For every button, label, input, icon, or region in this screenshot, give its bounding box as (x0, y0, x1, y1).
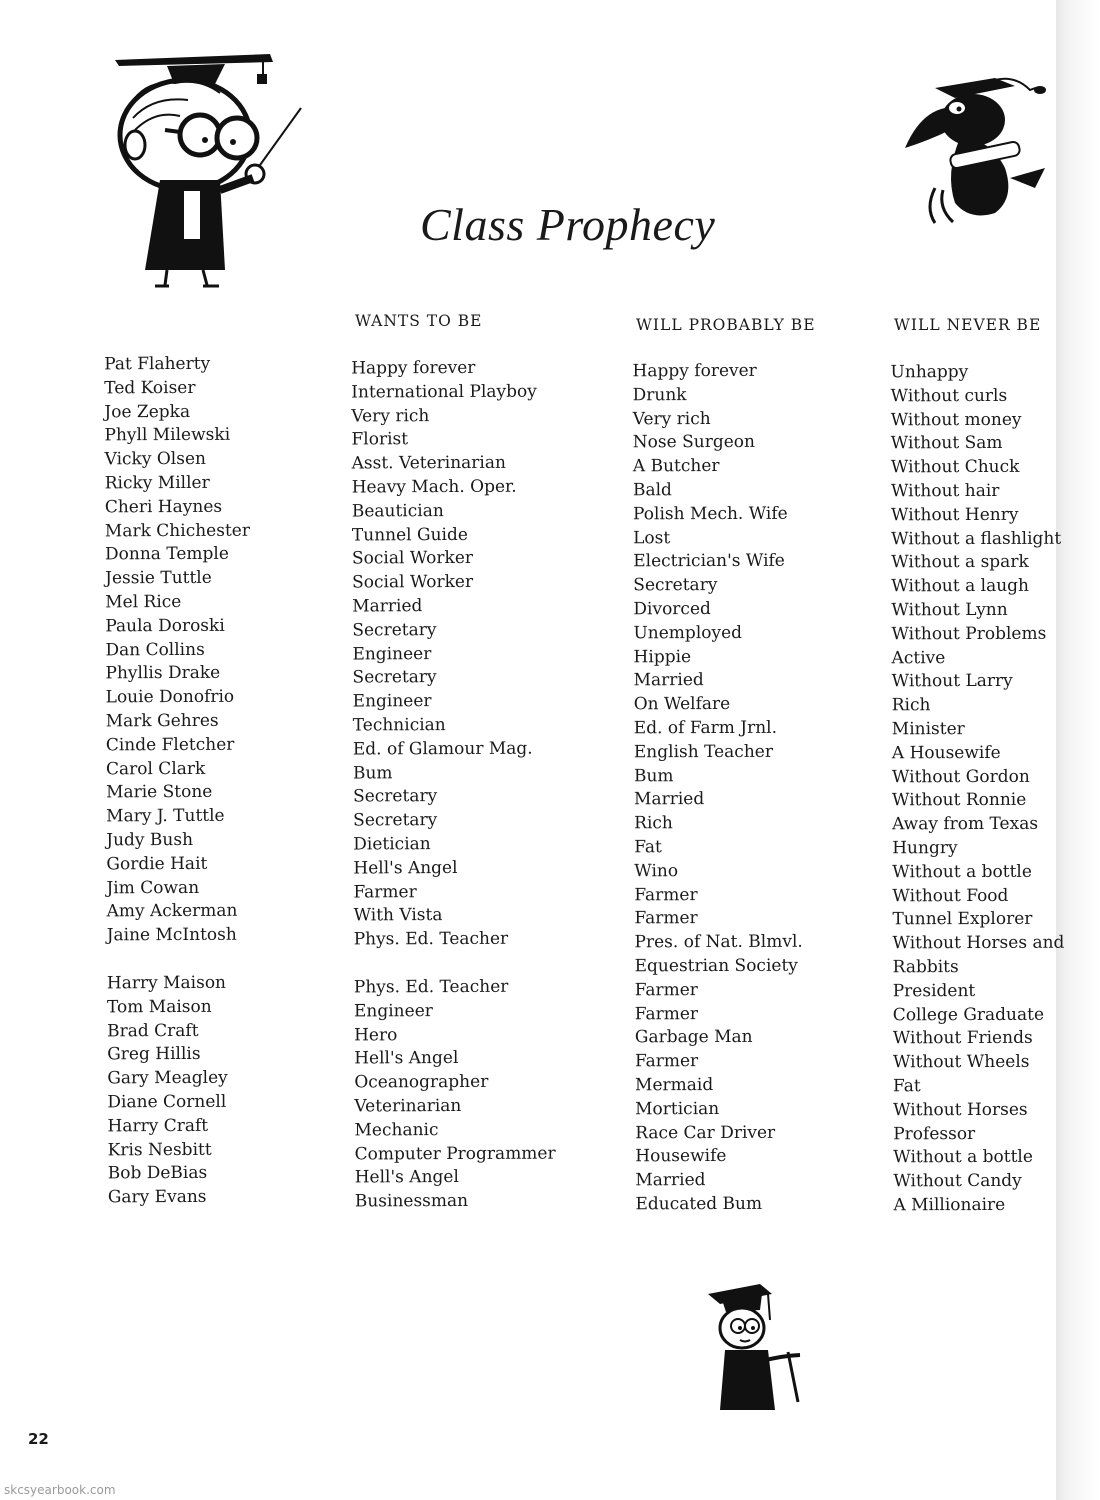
name-entry: Gary Meagley (107, 1067, 228, 1089)
page-title: Class Prophecy (420, 199, 716, 250)
wants-to-be-entry: Phys. Ed. Teacher (353, 976, 509, 998)
will-never-be-entry: Without a bottle (892, 861, 1032, 883)
will-probably-be-entry: Secretary (633, 575, 718, 596)
wants-to-be-entry: Beautician (351, 500, 444, 522)
will-probably-be-entry: Lost (633, 527, 671, 548)
wants-to-be-entry: Secretary (352, 667, 437, 688)
name-entry: Louie Donofrio (105, 686, 235, 708)
wants-to-be-entry: Hell's Angel (354, 1167, 459, 1188)
name-entry: Gary Evans (107, 1186, 207, 1208)
will-probably-be-entry: Farmer (634, 1003, 699, 1024)
name-entry: Cheri Haynes (104, 496, 223, 518)
wants-to-be-entry: Dietician (353, 834, 431, 855)
will-probably-be-entry: Drunk (632, 384, 687, 406)
will-probably-be-entry: Unemployed (633, 622, 743, 644)
graduate-bird-icon (895, 68, 1065, 238)
name-entry: Paula Doroski (105, 615, 225, 637)
will-probably-be-entry: Bald (632, 480, 672, 501)
name-entry: Gordie Hait (106, 853, 208, 875)
name-entry: Harry Craft (107, 1115, 209, 1137)
will-probably-be-entry: Mortician (635, 1098, 720, 1119)
graduate-student-icon (700, 1280, 810, 1420)
wants-to-be-entry: Technician (352, 714, 446, 736)
will-probably-be-entry: On Welfare (633, 694, 731, 715)
will-never-be-entry: Without Gordon (891, 766, 1030, 787)
will-never-be-entry: Without a bottle (893, 1147, 1033, 1168)
name-entry: Mel Rice (105, 591, 182, 613)
will-never-be-entry: Without hair (890, 480, 1000, 502)
wants-to-be-entry: Bum (352, 762, 393, 783)
wants-to-be-entry: Engineer (353, 1000, 433, 1022)
wants-to-be-entry: Computer Programmer (354, 1143, 556, 1164)
names-column (104, 353, 253, 1211)
will-never-be-entry: Without Ronnie (892, 790, 1027, 811)
wants-to-be-entry: Very rich (351, 405, 430, 427)
page-number: 22 (28, 1430, 49, 1448)
will-probably-be-entry: Garbage Man (634, 1027, 753, 1048)
wants-to-be-entry: Florist (351, 429, 409, 450)
will-probably-be-entry: Hippie (633, 646, 692, 667)
name-entry: Jaine McIntosh (106, 924, 237, 946)
will-never-be-entry: Without Friends (892, 1028, 1033, 1049)
will-never-be-entry: Tunnel Explorer (892, 909, 1033, 930)
watermark: skcsyearbook.com (4, 1483, 116, 1497)
will-probably-be-entry: Polish Mech. Wife (633, 503, 788, 525)
will-probably-be-entry: Very rich (632, 408, 711, 429)
wants-to-be-entry: With Vista (353, 905, 443, 926)
name-entry: Cinde Fletcher (105, 734, 235, 756)
name-entry: Dan Collins (105, 639, 205, 660)
will-never-be-entry: Unhappy (890, 362, 969, 383)
name-entry: Amy Ackerman (106, 901, 238, 922)
name-entry: Mary J. Tuttle (106, 805, 225, 827)
will-never-be-entry: Without Henry (891, 504, 1019, 526)
will-never-be-entry: Professor (893, 1123, 976, 1144)
will-never-be-entry: Without Horses (893, 1099, 1028, 1121)
will-never-be-entry: Without Candy (893, 1170, 1022, 1192)
wants-to-be-entry: Hero (354, 1024, 398, 1045)
name-entry: Greg Hillis (107, 1044, 201, 1065)
will-probably-be-entry: Electrician's Wife (633, 551, 785, 572)
wants-to-be-entry: Heavy Mach. Oper. (351, 476, 517, 498)
will-never-be-entry: Without Sam (890, 433, 1003, 454)
will-probably-be-entry: Farmer (634, 884, 698, 905)
name-entry: Carol Clark (105, 758, 206, 779)
will-probably-be-entry: Divorced (633, 598, 711, 620)
name-entry: Jim Cowan (106, 877, 200, 898)
will-never-be-entry: Without a laugh (891, 575, 1030, 597)
wants-to-be-entry: Secretary (353, 786, 438, 807)
name-entry: Phyll Milewski (104, 425, 231, 446)
wants-to-be-entry: Social Worker (351, 548, 474, 569)
wants-to-be-entry: Engineer (352, 643, 432, 665)
will-never-be-entry: Hungry (892, 838, 958, 859)
name-entry: Brad Craft (107, 1020, 199, 1041)
wants-to-be-entry: Phys. Ed. Teacher (353, 928, 509, 950)
will-never-be-entry: President (892, 980, 976, 1002)
will-never-be-entry: Without curls (890, 385, 1008, 407)
wants-to-be-entry: Asst. Veterinarian (351, 452, 506, 474)
name-entry: Jessie Tuttle (105, 568, 212, 589)
wants-to-be-entry: Social Worker (352, 572, 474, 593)
wants-to-be-entry: Mechanic (354, 1119, 439, 1141)
will-never-be-entry: College Graduate (892, 1004, 1045, 1025)
wants-to-be-entry: Ed. of Glamour Mag. (352, 738, 533, 760)
will-probably-be-entry: Equestrian Society (634, 955, 798, 977)
wants-to-be-entry: Happy forever (351, 357, 476, 379)
name-entry: Bob DeBias (107, 1163, 208, 1184)
wants-to-be-entry: International Playboy (351, 381, 537, 403)
professor-cartoon-icon (105, 50, 305, 290)
name-entry: Ted Koiser (104, 377, 196, 399)
name-entry: Tom Maison (106, 996, 212, 1018)
header-will-probably-be: WILL PROBABLY BE (636, 316, 816, 334)
will-probably-be-entry: English Teacher (633, 741, 773, 763)
will-probably-be-entry: Rich (634, 813, 673, 834)
name-entry: Marie Stone (106, 782, 213, 803)
name-entry: Phyllis Drake (105, 663, 221, 684)
will-never-be-entry: Rabbits (892, 956, 959, 978)
will-probably-be-entry: Happy forever (632, 360, 757, 382)
will-probably-be-entry: Farmer (634, 979, 698, 1001)
will-probably-be-entry: Married (634, 789, 705, 810)
will-never-be-entry: A Millionaire (893, 1194, 1006, 1216)
will-probably-be-entry: Race Car Driver (635, 1122, 776, 1143)
will-never-be-entry: Without Problems (891, 623, 1047, 645)
will-never-be-entry: A Housewife (891, 742, 1001, 764)
name-entry: Mark Chichester (104, 520, 250, 541)
name-entry: Diane Cornell (107, 1091, 227, 1113)
name-entry: Kris Nesbitt (107, 1139, 212, 1160)
wants-to-be-entry: Farmer (353, 881, 417, 902)
will-never-be-entry: Without Lynn (891, 599, 1008, 621)
will-probably-be-entry: Ed. of Farm Jrnl. (633, 717, 778, 739)
will-probably-be-entry: A Butcher (632, 456, 720, 477)
will-never-be-entry: Rich (891, 695, 931, 716)
will-probably-be-entry: Educated Bum (635, 1193, 763, 1215)
wants-to-be-entry: Veterinarian (354, 1095, 462, 1117)
wants-to-be-entry: Oceanographer (354, 1071, 489, 1093)
will-never-be-entry: Minister (891, 718, 965, 740)
will-never-be-entry: Without Food (892, 885, 1009, 906)
name-entry: Joe Zepka (104, 401, 191, 422)
will-never-be-column (891, 361, 1066, 1218)
will-never-be-entry: Without Chuck (890, 457, 1020, 478)
name-entry: Mark Gehres (105, 710, 219, 732)
name-entry: Ricky Miller (104, 472, 210, 494)
will-never-be-entry: Without Larry (891, 671, 1013, 692)
wants-to-be-entry: Tunnel Guide (351, 524, 468, 546)
wants-to-be-entry: Married (352, 596, 423, 617)
wants-to-be-column (351, 357, 556, 1215)
will-probably-be-entry: Nose Surgeon (632, 432, 755, 453)
will-probably-be-entry: Farmer (634, 1051, 699, 1072)
will-never-be-entry: Without a flashlight (891, 528, 1062, 549)
will-never-be-entry: Without money (890, 409, 1022, 430)
wants-to-be-entry: Secretary (352, 619, 437, 641)
name-entry: Harry Maison (106, 972, 227, 994)
wants-to-be-entry: Businessman (354, 1191, 469, 1212)
wants-to-be-entry: Hell's Angel (354, 1048, 459, 1069)
will-probably-be-entry: Married (635, 1170, 706, 1191)
will-never-be-entry: Fat (893, 1076, 921, 1097)
will-probably-be-entry: Wino (634, 860, 679, 882)
will-never-be-entry: Without Horses and (892, 932, 1065, 954)
name-entry: Donna Temple (104, 544, 229, 565)
will-never-be-entry: Active (891, 647, 946, 668)
will-probably-be-entry: Housewife (635, 1146, 727, 1167)
name-entry: Pat Flaherty (104, 353, 211, 375)
will-never-be-entry: Without a spark (891, 552, 1029, 573)
name-entry: Vicky Olsen (104, 449, 206, 470)
will-never-be-entry: Without Wheels (892, 1051, 1030, 1073)
will-probably-be-entry: Mermaid (635, 1074, 714, 1096)
will-probably-be-entry: Fat (634, 837, 662, 858)
will-probably-be-column (633, 360, 804, 1217)
header-will-never-be: WILL NEVER BE (894, 316, 1042, 334)
header-wants-to-be: WANTS TO BE (355, 312, 483, 330)
wants-to-be-entry: Engineer (352, 691, 432, 712)
wants-to-be-entry: Hell's Angel (353, 857, 458, 879)
will-probably-be-entry: Farmer (634, 908, 698, 929)
wants-to-be-entry: Secretary (353, 810, 438, 831)
will-probably-be-entry: Pres. of Nat. Blmvl. (634, 931, 803, 953)
will-probably-be-entry: Bum (633, 765, 674, 786)
will-probably-be-entry: Married (633, 670, 704, 691)
will-never-be-entry: Away from Texas (892, 813, 1039, 835)
name-entry: Judy Bush (106, 829, 194, 851)
